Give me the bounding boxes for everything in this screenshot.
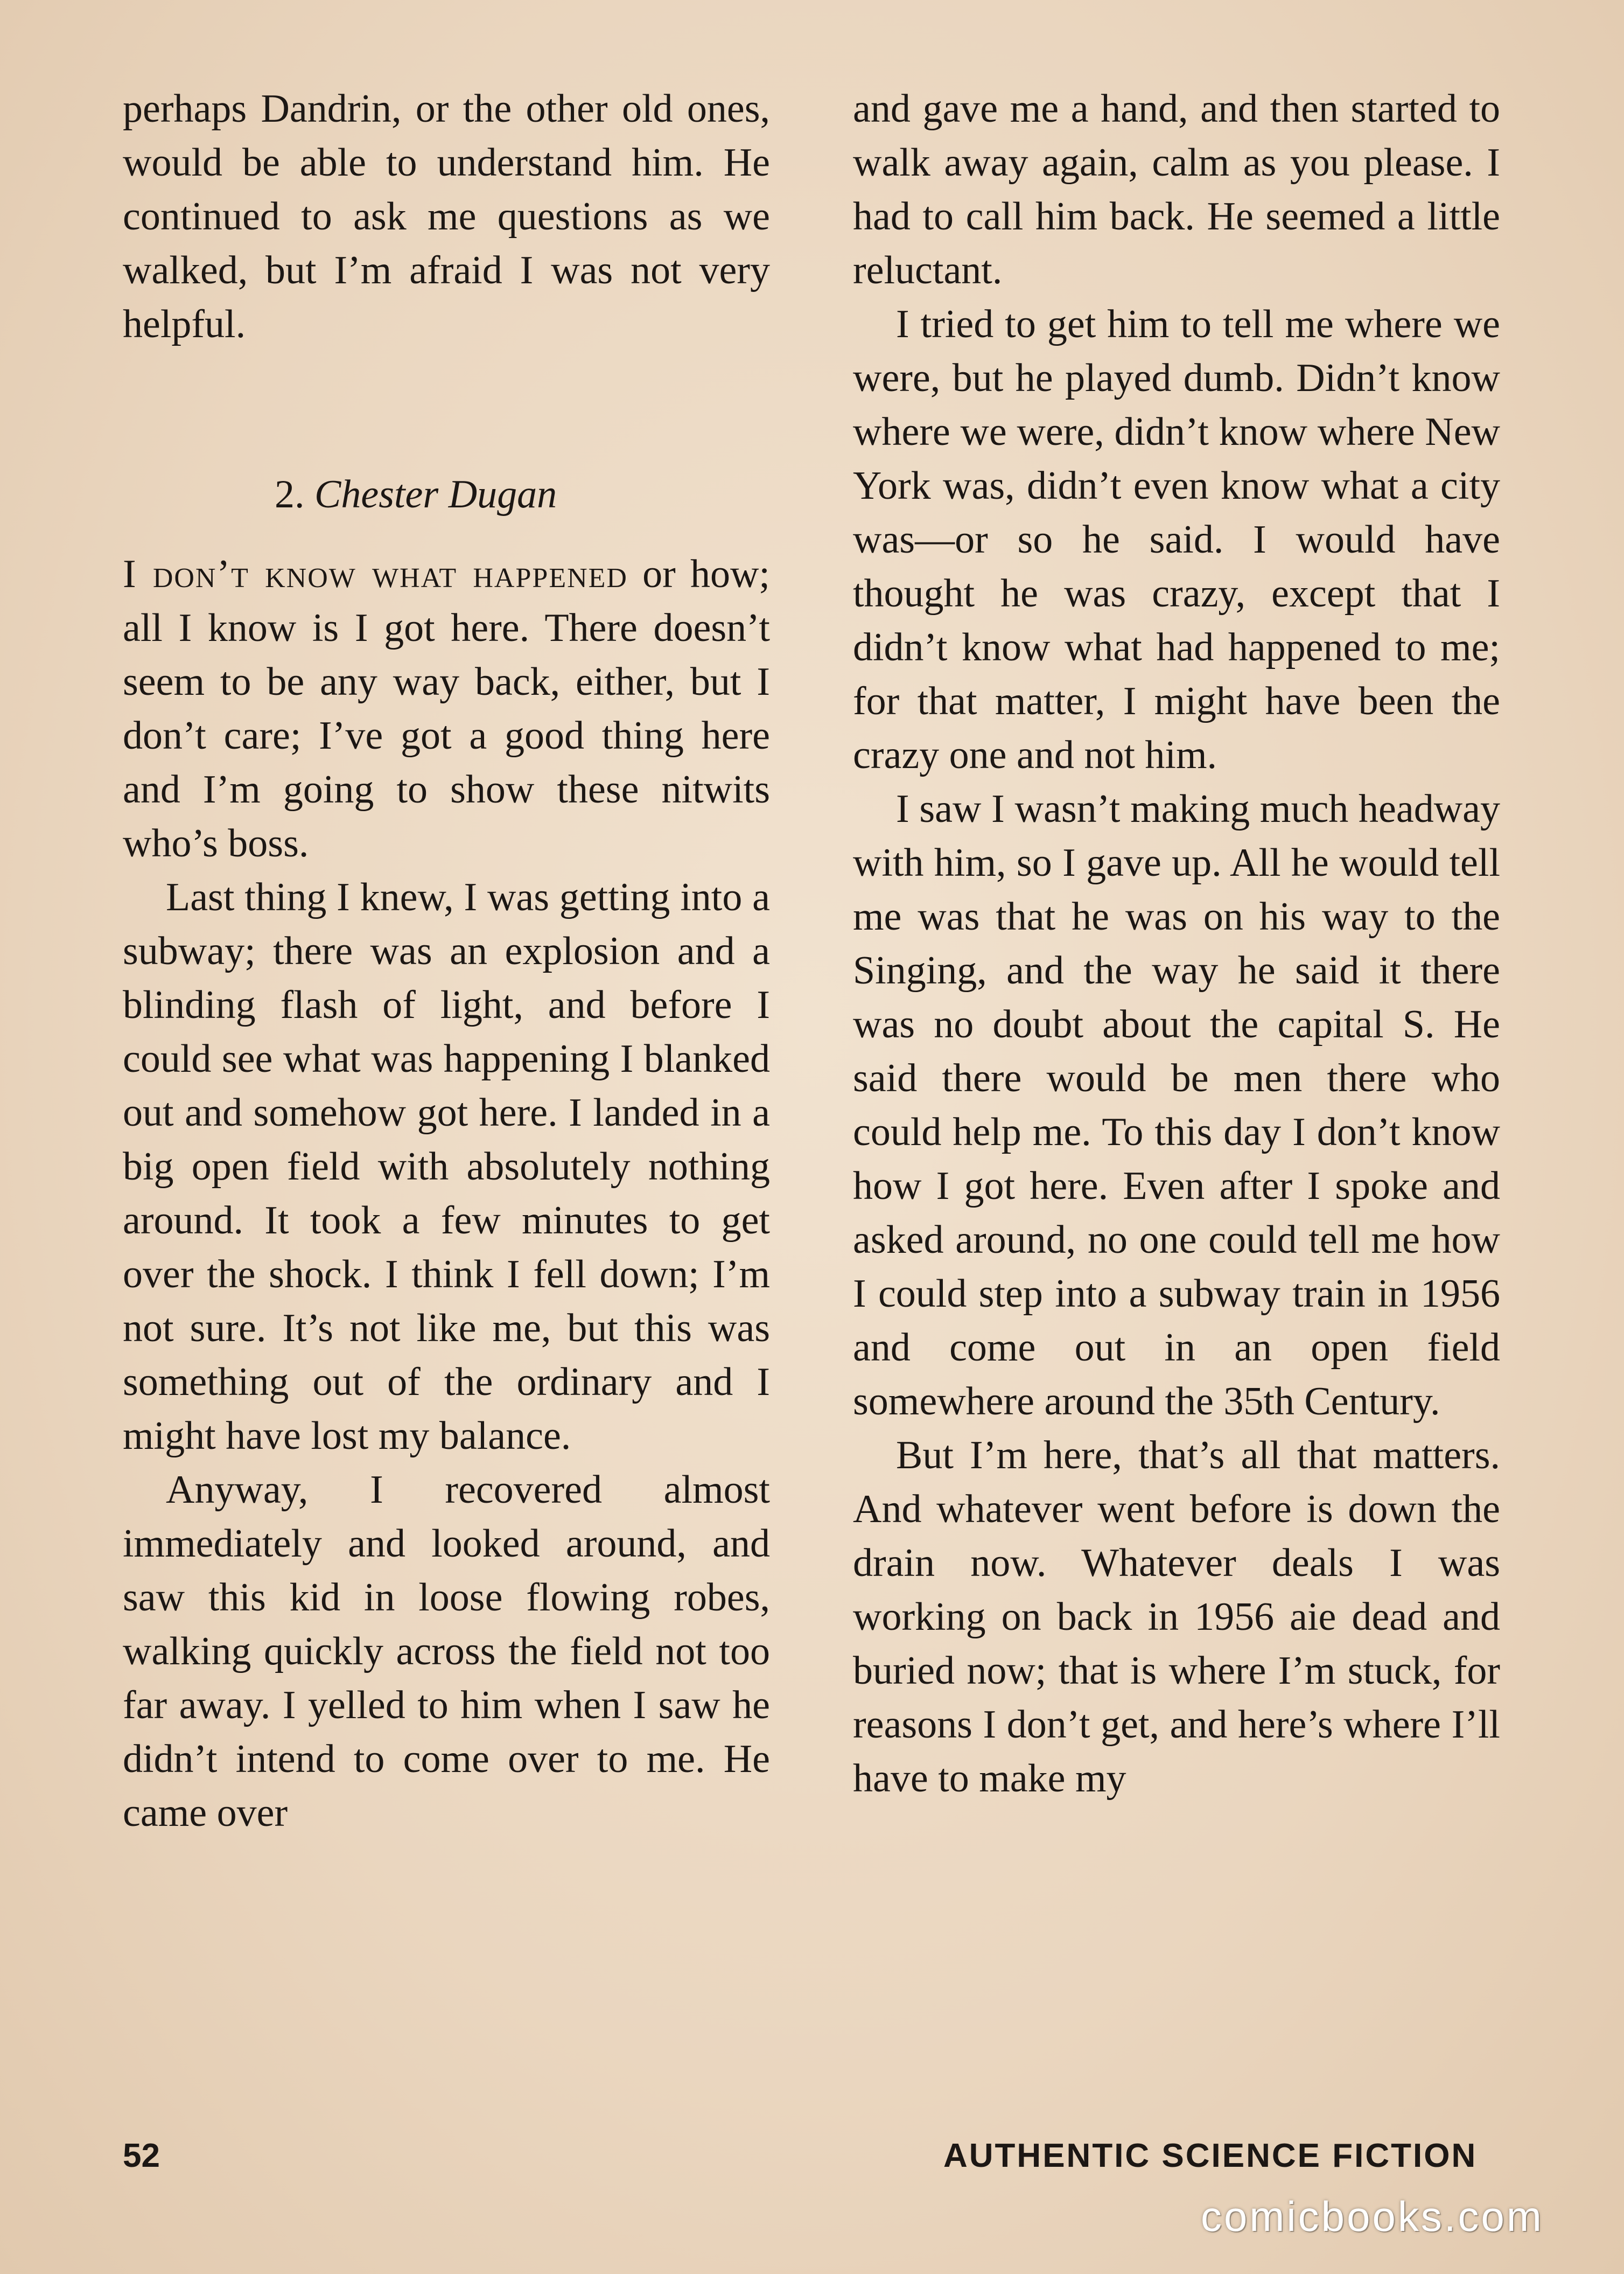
paragraph-text: or how; all I know is I got here. There doesn’t seem to be any way back, either, but I don’t care; I’ve got a good thing here and I’m going to show these nitwits who’s boss. bbox=[123, 552, 770, 866]
running-title: AUTHENTIC SCIENCE FICTION bbox=[943, 2137, 1478, 2174]
section-title: Chester Dugan bbox=[314, 472, 557, 517]
lead-in-small-caps: I don’t know what happened bbox=[123, 552, 628, 596]
paragraph: I tried to get him to tell me where we were, but he played dumb. Didn’t know where we were, didn’t know where New York was, didn’t even know what a city was—or so he said. I would have thought he was crazy, except that I didn’t know what had happened to me; for that matter, I might have been the crazy one and not him. bbox=[853, 302, 1500, 777]
left-column bbox=[123, 82, 770, 1840]
paragraph: Last thing I knew, I was getting into a subway; there was an explosion and a blinding flash of light, and before I could see what was happening I blanked out and somehow got here. I landed in a big open field with absolutely nothing around. It took a few minutes to get over the shock. I think I fell down; I’m not sure. It’s not like me, but this was something out of the ordinary and I might have lost my balance. bbox=[123, 875, 770, 1458]
watermark-text: comicbooks.com bbox=[1201, 2193, 1544, 2240]
paragraph: Anyway, I recovered almost immediately and looked around, and saw this kid in loose flowing robes, walking quickly across the field not too far away. I yelled to him when I saw he didn’t intend to come over to me. He came over bbox=[123, 1468, 770, 1835]
paragraph: I saw I wasn’t making much headway with him, so I gave up. All he would tell me was that he was on his way to the Singing, and the way he said it there was no doubt about the capital S. He said there would be men there who could help me. To this day I don’t know how I got here. Even after I spoke and asked around, no one could tell me how I could step into a subway train in 1956 and come out in an open field somewhere around the 35th Century. bbox=[853, 787, 1500, 1424]
right-column bbox=[853, 82, 1500, 1805]
paragraph: But I’m here, that’s all that matters. And whatever went before is down the drain now. Whatever deals I was working on back in 1956 aie dead and buried now; that is where I’m stuck, for reasons I don’t get, and here’s where I’ll have to make my bbox=[853, 1433, 1500, 1801]
section-heading bbox=[123, 468, 770, 521]
paragraph: perhaps Dandrin, or the other old ones, would be able to understand him. He continued to ask me questions as we walked, but I’m afraid I was not very helpful. bbox=[123, 87, 770, 346]
section-number: 2. bbox=[275, 472, 305, 517]
page-number: 52 bbox=[123, 2137, 160, 2174]
paragraph: and gave me a hand, and then started to walk away again, calm as you please. I had to call him back. He seemed a little reluctant. bbox=[853, 87, 1500, 292]
paragraph bbox=[123, 547, 770, 870]
